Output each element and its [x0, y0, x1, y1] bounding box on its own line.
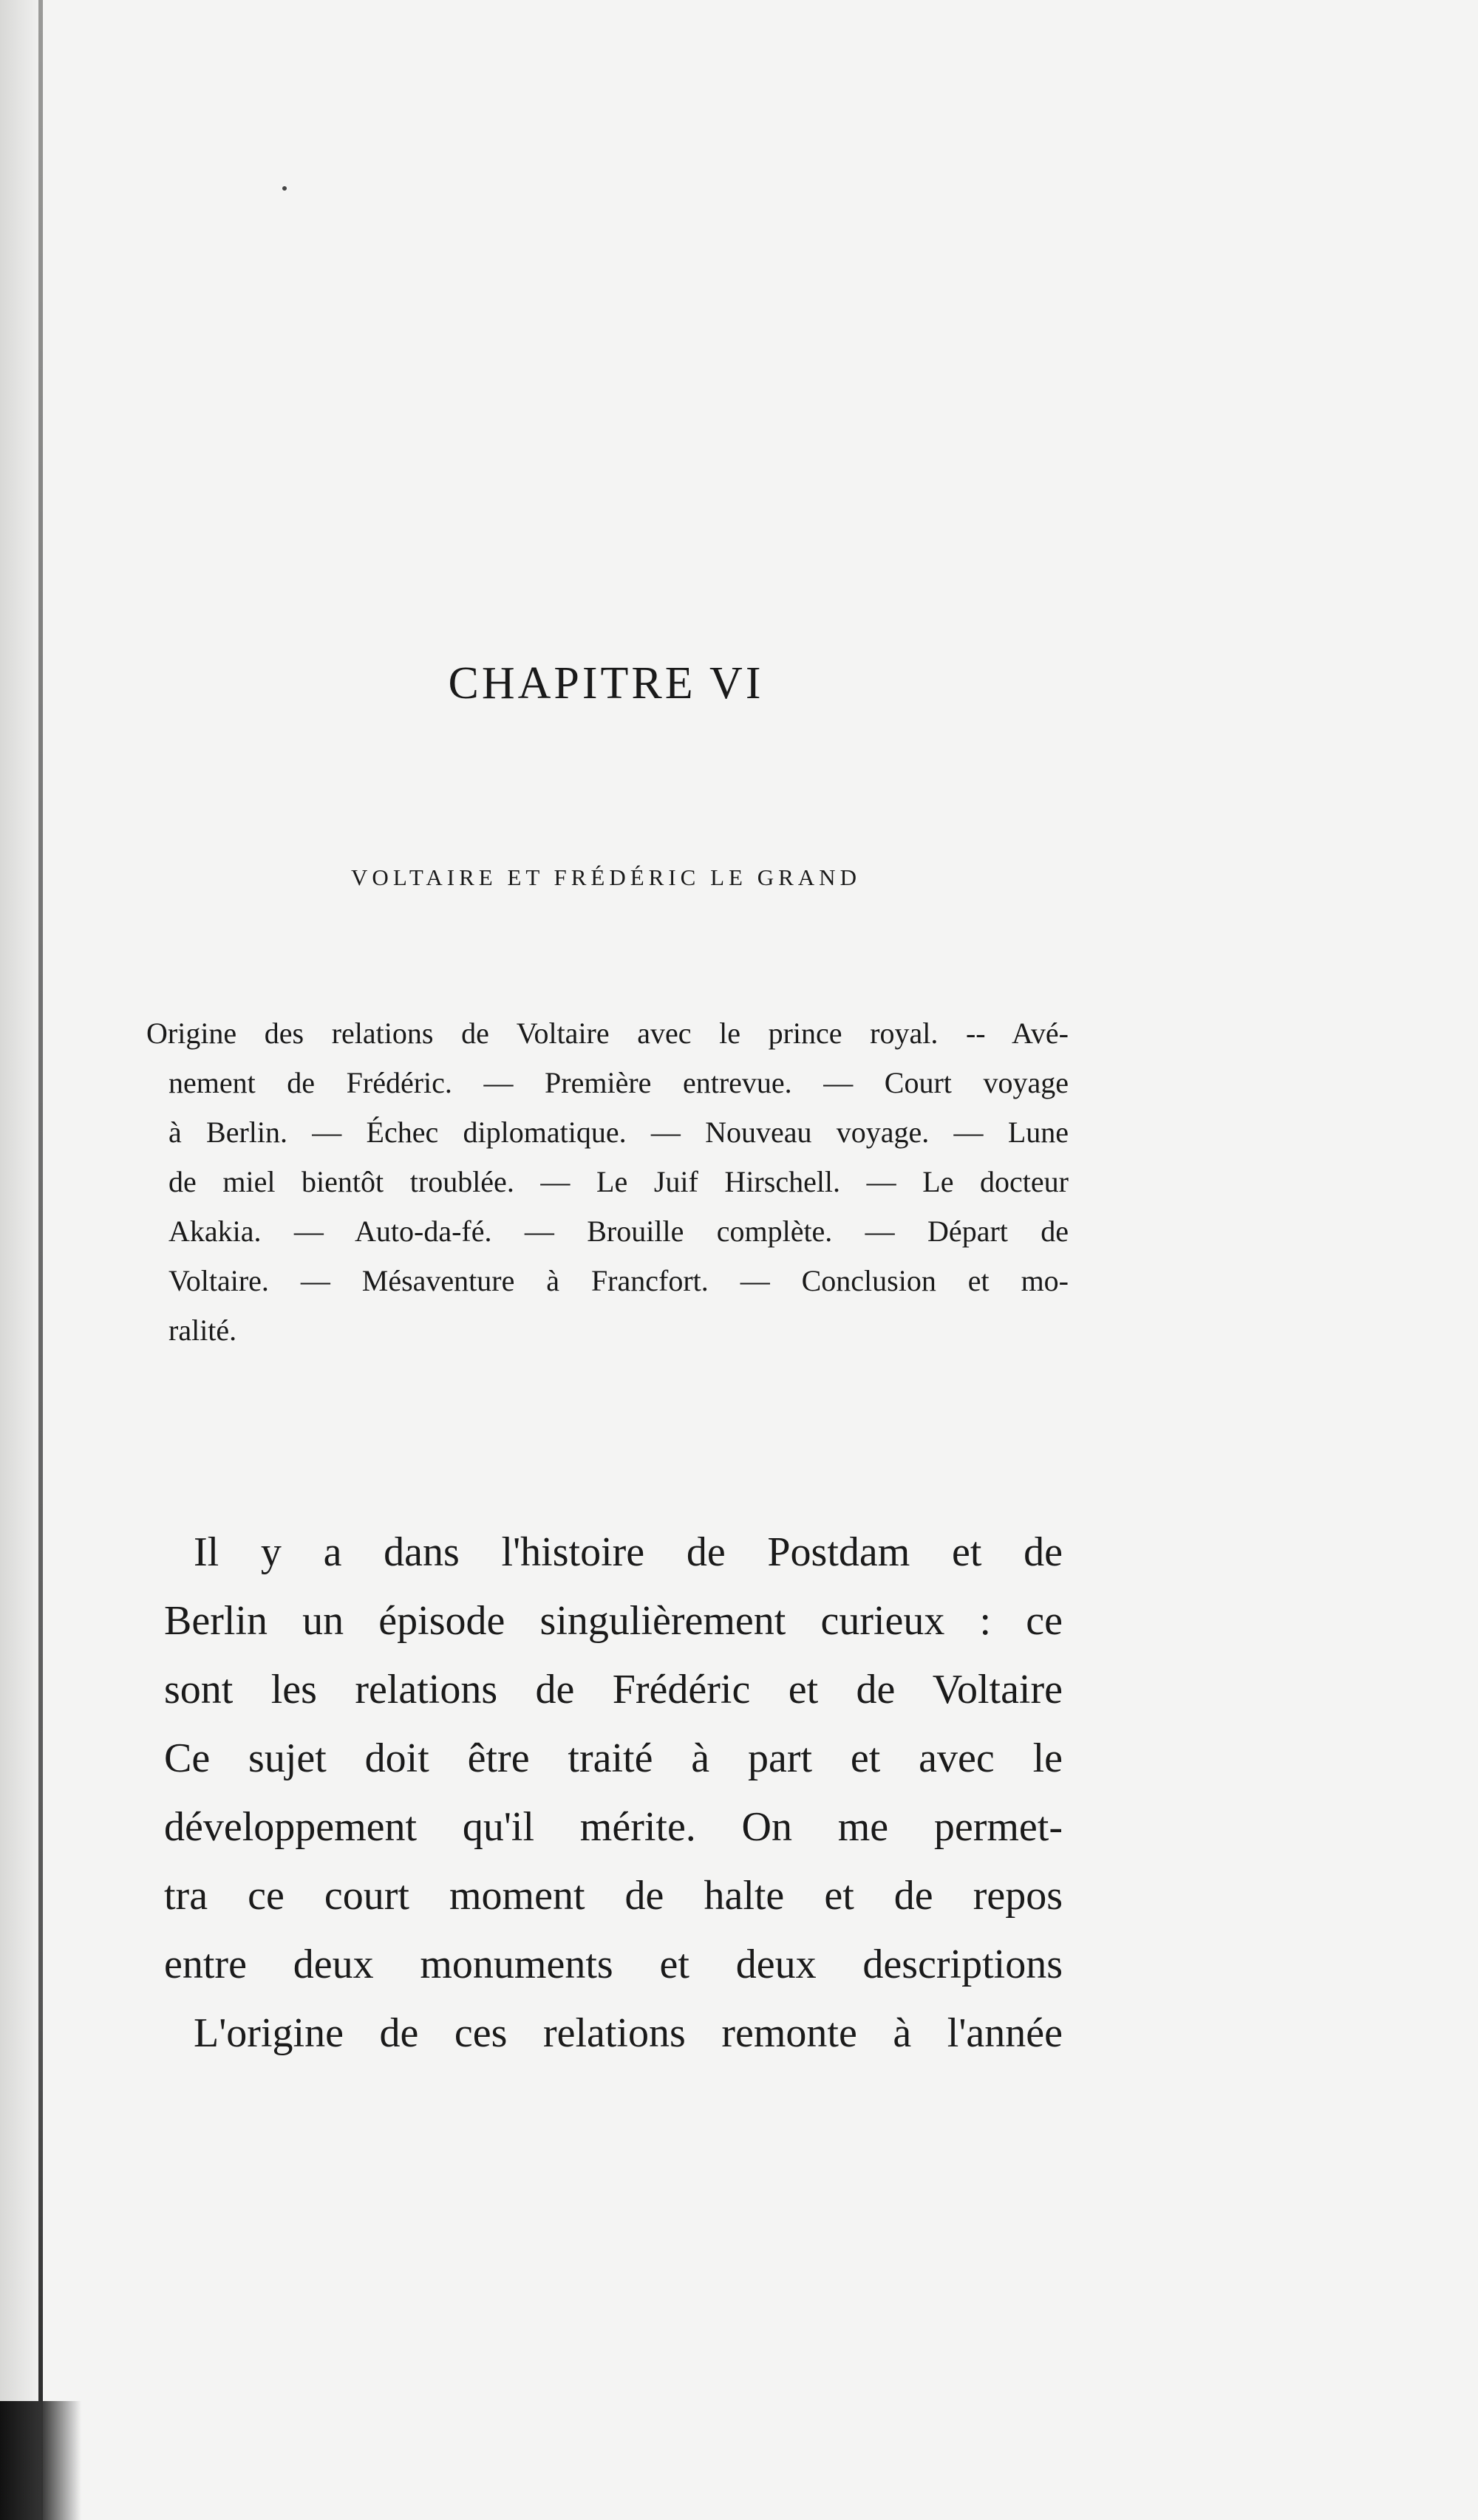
chapter-summary [146, 1008, 1069, 1355]
body-line: Ce sujet doit être traité à part et avec le [164, 1735, 1063, 1781]
body-line: Il y a dans l'histoire de Postdam et de [194, 1529, 1063, 1575]
page-binding-edge [0, 0, 44, 2520]
body-line: Berlin un épisode singulièrement curieux : ce [164, 1598, 1063, 1644]
summary-line: Akakia. — Auto-da-fé. — Brouille complète. — Départ de [168, 1215, 1069, 1248]
page-corner-shadow [0, 2401, 81, 2520]
chapter-title: CHAPITRE VI [448, 658, 764, 708]
body-line: L'origine de ces relations remonte à l'année [194, 2010, 1063, 2056]
body-line: développement qu'il mérite. On me permet- [164, 1804, 1063, 1850]
summary-line: à Berlin. — Échec diplomatique. — Nouveau voyage. — Lune [168, 1116, 1069, 1149]
summary-line: ralité. [168, 1314, 237, 1347]
summary-line: Origine des relations de Voltaire avec le prince royal. -- Avé- [146, 1017, 1069, 1050]
summary-line: de miel bientôt troublée. — Le Juif Hirschell. — Le docteur [168, 1165, 1069, 1198]
summary-line: nement de Frédéric. — Première entrevue. — Court voyage [168, 1066, 1069, 1099]
ink-speck [282, 186, 287, 191]
body-line: tra ce court moment de halte et de repos [164, 1873, 1063, 1919]
summary-line: Voltaire. — Mésaventure à Francfort. — Conclusion et mo- [168, 1264, 1069, 1297]
body-line: entre deux monuments et deux descriptions [164, 1942, 1063, 1987]
body-paragraph [164, 1518, 1063, 2068]
body-line: sont les relations de Frédéric et de Voltaire [164, 1667, 1063, 1713]
chapter-subtitle: VOLTAIRE ET FRÉDÉRIC LE GRAND [351, 864, 861, 890]
page-gutter-line [38, 0, 43, 2520]
